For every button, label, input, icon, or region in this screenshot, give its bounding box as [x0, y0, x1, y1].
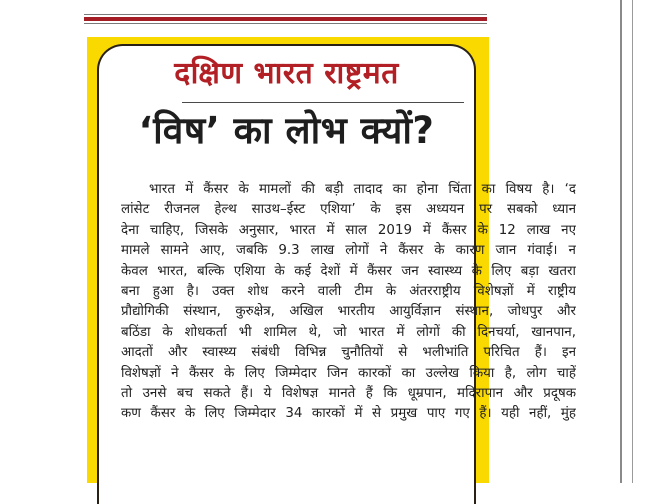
editorial-headline: ‘विष’ का लोभ क्यों? — [138, 109, 435, 152]
body-line: लांसेट रीजनल हेल्थ साउथ–ईस्ट एशिया’ के इस अध्ययन पर सबको ध्यान — [121, 202, 576, 218]
body-line: आदतों और स्वास्थ्य संबंधी विभिन्न चुनौतियों से भलीभांति परिचित हैं। इन — [121, 345, 576, 361]
title-rule — [182, 102, 464, 103]
body-line: मामले सामने आए, जबकि 9.3 लाख लोगों ने कैंसर के कारण जान गंवाई। न — [121, 243, 576, 259]
body-line: प्रौद्योगिकी संस्थान, कुरुक्षेत्र, अखिल भारतीय आयुर्विज्ञान संस्थान, जोधपुर और — [121, 304, 576, 320]
divider-thin-bottom — [84, 23, 487, 24]
page-column-rule — [620, 0, 622, 483]
body-line: बठिंडा के शोधकर्ता भी शामिल थे, जो भारत में लोगों की दिनचर्या, खानपान, — [121, 324, 576, 340]
body-line: तो उनसे बच सकते हैं। ये विशेषज्ञ मानते हैं कि धूम्रपान, मदिरापान और प्रदूषक — [121, 386, 576, 402]
divider-thick-red — [84, 17, 487, 21]
body-line: बना हुआ है। उक्त शोध करने वाली टीम के अंतरराष्ट्रीय विशेषज्ञों में राष्ट्रीय — [121, 284, 576, 300]
divider-thin-top — [84, 14, 487, 15]
editorial-body — [121, 180, 576, 425]
body-line: भारत में कैंसर के मामलों की बड़ी तादाद का होना चिंता का विषय है। ‘द — [149, 182, 576, 197]
publication-name: दक्षिण भारत राष्ट्रमत — [174, 56, 399, 91]
section-divider — [84, 14, 487, 25]
page-column-rule-secondary — [632, 0, 633, 483]
body-line: कण कैंसर के लिए जिम्मेदार 34 कारकों में से प्रमुख पाए गए हैं। यही नहीं, मुंह — [121, 406, 576, 422]
body-line: केवल भारत, बल्कि एशिया के कई देशों में कैंसर जन स्वास्थ्य के लिए बड़ा खतरा — [121, 263, 576, 279]
body-line: विशेषज्ञों ने कैंसर के लिए जिम्मेदार जिन कारकों का उल्लेख किया है, लोग चाहें — [121, 365, 576, 381]
body-line: देना चाहिए, जिसके अनुसार, भारत में साल 2019 में कैंसर के 12 लाख नए — [121, 222, 576, 238]
